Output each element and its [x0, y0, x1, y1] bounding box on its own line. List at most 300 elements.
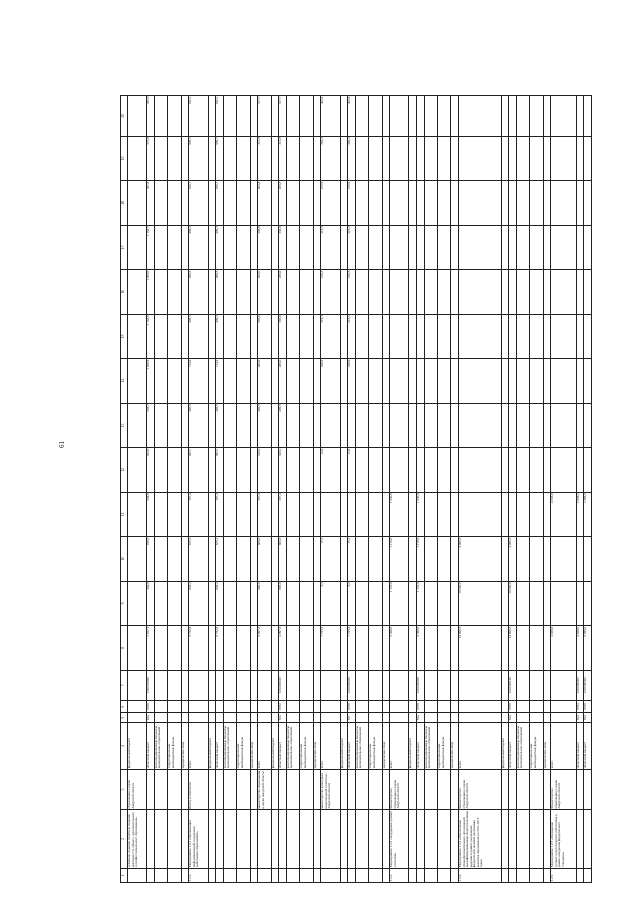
table-cell — [390, 670, 409, 700]
table-cell — [313, 537, 321, 582]
table-row — [321, 96, 340, 883]
table-cell: областной бюджет — [417, 723, 425, 770]
table-cell: 499,3 — [216, 314, 224, 359]
table-cell: 238,5 — [147, 537, 155, 582]
table-cell — [300, 448, 313, 493]
table-cell — [543, 700, 551, 712]
table-cell — [223, 225, 236, 270]
table-cell — [300, 537, 313, 582]
table-cell: 320,0 — [258, 448, 271, 493]
table-cell — [258, 700, 271, 712]
table-cell — [409, 868, 417, 882]
table-cell — [438, 769, 451, 809]
table-cell — [501, 769, 509, 809]
table-cell — [551, 448, 576, 493]
table-cell: 1 170,0 — [417, 581, 425, 626]
table-cell — [168, 314, 181, 359]
table-cell — [438, 868, 451, 882]
table-cell — [424, 136, 437, 181]
table-cell: 282,2 — [321, 136, 340, 181]
table-cell: Мероприятие 1.2.5 «Поощрение лучших педагогических работников в рамках внедрения федерального стандарта» — [551, 810, 576, 869]
table-cell — [382, 181, 390, 226]
table-cell — [543, 181, 551, 226]
table-cell: 814 — [147, 713, 155, 723]
header-cell: 17 — [121, 225, 128, 270]
table-cell — [424, 359, 437, 404]
table-cell — [237, 492, 250, 537]
table-cell: 283,0 — [279, 314, 287, 359]
table-cell — [424, 810, 437, 869]
table-cell: федеральный бюджет — [340, 723, 348, 770]
table-cell — [382, 700, 390, 712]
table-cell: всего — [321, 723, 340, 770]
table-cell: 996,1 — [216, 136, 224, 181]
table-cell — [355, 868, 368, 882]
table-cell — [451, 225, 459, 270]
table-cell — [516, 448, 529, 493]
table-cell — [168, 769, 181, 809]
table-cell — [501, 810, 509, 869]
table-cell — [584, 181, 592, 226]
table-cell — [168, 448, 181, 493]
table-cell: 1210390020 — [417, 670, 425, 700]
table-cell — [286, 403, 299, 448]
table-cell — [348, 403, 356, 448]
table-cell — [530, 700, 543, 712]
table-cell: 283,0 — [258, 314, 271, 359]
table-cell — [516, 270, 529, 315]
table-row — [584, 96, 592, 883]
table-cell — [438, 359, 451, 404]
table-cell: 1 170,0 — [390, 581, 409, 626]
table-cell — [584, 403, 592, 448]
table-cell — [286, 713, 299, 723]
table-cell — [154, 314, 167, 359]
table-cell — [313, 700, 321, 712]
table-cell — [459, 700, 502, 712]
header-cell: 6 — [121, 700, 128, 712]
table-cell: 283,0 — [279, 270, 287, 315]
table-cell: 1220310090 — [147, 670, 155, 700]
table-cell — [250, 670, 258, 700]
table-cell — [300, 181, 313, 226]
table-cell — [424, 181, 437, 226]
table-cell — [313, 670, 321, 700]
table-cell — [501, 448, 509, 493]
table-cell — [258, 670, 271, 700]
table-cell — [286, 670, 299, 700]
table-cell — [355, 181, 368, 226]
table-cell: 197,4 — [189, 492, 208, 537]
table-cell — [501, 359, 509, 404]
table-cell — [459, 403, 502, 448]
table-cell — [154, 581, 167, 626]
table-cell — [551, 581, 576, 626]
table-cell: консолидированные бюджеты муниципальных образований — [286, 723, 299, 770]
table-cell — [382, 448, 390, 493]
table-cell — [501, 181, 509, 226]
table-cell — [551, 713, 576, 723]
table-cell: 285,5 — [147, 96, 155, 137]
table-cell — [438, 670, 451, 700]
table-cell — [530, 868, 543, 882]
header-cell: 4 — [121, 723, 128, 770]
table-cell — [369, 270, 382, 315]
table-cell — [154, 700, 167, 712]
table-cell: 216,3 — [321, 270, 340, 315]
table-cell — [543, 136, 551, 181]
table-cell: 382,7 — [189, 448, 208, 493]
table-cell — [501, 868, 509, 882]
table-cell — [300, 713, 313, 723]
table-cell — [530, 225, 543, 270]
table-cell: 12,8 — [321, 448, 340, 493]
table-cell — [409, 403, 417, 448]
table-cell — [181, 713, 189, 723]
table-cell — [313, 581, 321, 626]
table-cell — [551, 403, 576, 448]
table-cell — [223, 136, 236, 181]
table-cell: 492,4 — [321, 96, 340, 137]
table-cell — [223, 448, 236, 493]
table-cell: всего — [390, 723, 409, 770]
table-cell: 180,7 — [189, 181, 208, 226]
table-cell — [543, 537, 551, 582]
table-cell: 283,0 — [279, 225, 287, 270]
table-cell — [208, 713, 216, 723]
table-cell: областной бюджет — [584, 723, 592, 770]
table-cell: 496,5 — [279, 403, 287, 448]
table-cell — [355, 270, 368, 315]
table-cell — [424, 713, 437, 723]
table-cell — [459, 96, 502, 137]
table-cell: министерство культуры и национальной политики Амурской области — [321, 769, 340, 809]
table-cell — [390, 314, 409, 359]
table-cell — [369, 225, 382, 270]
table-cell: 313,9 — [279, 136, 287, 181]
table-cell — [355, 810, 368, 869]
table-row — [438, 96, 451, 883]
table-cell: 499,3 — [189, 270, 208, 315]
table-cell — [168, 868, 181, 882]
table-cell — [223, 769, 236, 809]
table-row — [189, 96, 208, 883]
table-cell — [369, 181, 382, 226]
table-cell: 814 — [509, 713, 517, 723]
table-cell — [438, 810, 451, 869]
table-cell: 216,3 — [321, 225, 340, 270]
table-cell — [154, 181, 167, 226]
table-cell — [509, 769, 517, 809]
table-cell: 542,0 — [147, 448, 155, 493]
table-cell: Мероприятие 1.2.4 «Обеспечение общеобразовательных организаций квалифицированными педагогическими кадрами в рамках реализации федеральной целевой программы развития образования на 2011-2015 годы» — [459, 810, 502, 869]
table-cell — [321, 713, 340, 723]
table-cell — [321, 670, 340, 700]
table-cell — [501, 492, 509, 537]
table-cell — [168, 359, 181, 404]
table-cell — [340, 448, 348, 493]
table-cell — [576, 225, 584, 270]
table-cell — [551, 225, 576, 270]
table-cell — [369, 359, 382, 404]
table-cell: министерство образования и науки Амурской области — [258, 769, 271, 809]
table-cell — [390, 225, 409, 270]
table-cell — [286, 96, 299, 137]
table-cell — [128, 670, 147, 700]
table-cell — [128, 181, 147, 226]
table-cell — [154, 359, 167, 404]
table-cell — [438, 713, 451, 723]
table-cell — [154, 713, 167, 723]
table-cell: 276,9 — [321, 181, 340, 226]
table-cell — [551, 181, 576, 226]
table-cell — [286, 581, 299, 626]
table-row — [168, 96, 181, 883]
table-cell — [237, 403, 250, 448]
table-cell — [424, 448, 437, 493]
table-cell: юридические лица — [382, 723, 390, 770]
table-cell — [509, 270, 517, 315]
table-cell — [340, 581, 348, 626]
table-cell — [250, 810, 258, 869]
table-cell — [286, 537, 299, 582]
table-cell — [300, 359, 313, 404]
table-cell — [509, 448, 517, 493]
table-cell: 499,3 — [189, 225, 208, 270]
table-cell — [551, 136, 576, 181]
table-cell — [237, 270, 250, 315]
table-cell: 14 896,3 — [459, 626, 502, 671]
table-cell — [530, 537, 543, 582]
table-cell — [459, 670, 502, 700]
table-cell: 1210390462 — [576, 670, 584, 700]
table-cell: областной бюджет — [147, 723, 155, 770]
table-cell — [576, 448, 584, 493]
table-cell — [286, 181, 299, 226]
table-cell — [409, 96, 417, 137]
table-cell — [551, 359, 576, 404]
table-cell — [128, 225, 147, 270]
table-cell — [128, 314, 147, 359]
table-cell: 0702 — [576, 700, 584, 712]
table-cell — [382, 314, 390, 359]
table-cell — [424, 581, 437, 626]
header-cell: 15 — [121, 314, 128, 359]
table-cell: 4 896,3 — [509, 537, 517, 582]
table-cell: Мероприятие 1.2.2 «Организация информационной поддержки работников образования» — [189, 810, 208, 869]
table-cell — [576, 769, 584, 809]
table-row — [237, 96, 250, 883]
table-cell: 800,0 — [279, 537, 287, 582]
table-cell — [216, 700, 224, 712]
table-cell: 6 752,8 — [216, 626, 224, 671]
table-cell — [417, 868, 425, 882]
table-cell — [237, 810, 250, 869]
table-cell — [509, 136, 517, 181]
table-cell — [409, 136, 417, 181]
table-cell — [258, 810, 271, 869]
table-cell — [300, 581, 313, 626]
table-cell — [237, 670, 250, 700]
table-cell — [390, 136, 409, 181]
table-cell: юридические лица — [451, 723, 459, 770]
table-cell — [530, 810, 543, 869]
table-cell — [168, 581, 181, 626]
table-cell — [340, 537, 348, 582]
table-cell: 0709 — [509, 700, 517, 712]
table-cell: 15,1 — [348, 537, 356, 582]
table-cell: территориальные внебюджетные фонды — [168, 723, 181, 770]
table-cell — [584, 769, 592, 809]
table-cell: областной бюджет — [279, 723, 287, 770]
table-cell — [128, 96, 147, 137]
table-cell — [543, 314, 551, 359]
table-cell — [348, 810, 356, 869]
table-row — [154, 96, 167, 883]
table-cell: 1 755,6 — [321, 626, 340, 671]
table-row — [551, 96, 576, 883]
table-cell: 283,0 — [258, 270, 271, 315]
table-cell: 216,3 — [348, 314, 356, 359]
table-cell: 197,4 — [216, 492, 224, 537]
table-cell — [237, 537, 250, 582]
table-cell — [154, 448, 167, 493]
table-cell: 814 — [279, 713, 287, 723]
table-cell — [300, 136, 313, 181]
table-cell — [409, 181, 417, 226]
table-cell — [576, 868, 584, 882]
table-cell — [250, 700, 258, 712]
table-cell — [355, 225, 368, 270]
header-cell: 19 — [121, 136, 128, 181]
table-cell — [417, 225, 425, 270]
table-cell: 4 997,3 — [279, 626, 287, 671]
table-body — [121, 96, 592, 883]
table-cell: 496,5 — [189, 403, 208, 448]
table-cell — [438, 314, 451, 359]
table-cell — [516, 225, 529, 270]
table-cell — [369, 713, 382, 723]
table-cell — [300, 700, 313, 712]
table-cell — [409, 314, 417, 359]
table-cell: Всего, в том числе: — [189, 769, 208, 809]
table-cell — [417, 181, 425, 226]
table-cell: 14 896,3 — [509, 626, 517, 671]
table-cell — [321, 700, 340, 712]
table-cell — [390, 403, 409, 448]
table-cell: 4 838,0 — [551, 626, 576, 671]
table-cell — [168, 225, 181, 270]
table-cell — [390, 270, 409, 315]
table-cell — [417, 810, 425, 869]
table-cell — [390, 96, 409, 137]
table-cell: 320,0 — [279, 448, 287, 493]
header-cell: 16 — [121, 270, 128, 315]
table-cell — [154, 136, 167, 181]
table-cell: 1.2.3. — [390, 868, 409, 882]
header-cell: 5 — [121, 713, 128, 723]
table-row — [424, 96, 437, 883]
table-cell: 228,9 — [321, 359, 340, 404]
table-cell: федеральный бюджет — [501, 723, 509, 770]
table-cell — [189, 670, 208, 700]
table-cell — [181, 700, 189, 712]
table-cell — [300, 670, 313, 700]
table-cell: 486,0 — [258, 359, 271, 404]
table-cell — [223, 670, 236, 700]
table-cell — [286, 810, 299, 869]
table-cell — [369, 581, 382, 626]
table-cell — [286, 492, 299, 537]
table-cell — [516, 96, 529, 137]
table-row — [516, 96, 529, 883]
table-cell — [208, 670, 216, 700]
table-cell: территориальные внебюджетные фонды — [530, 723, 543, 770]
table-cell — [369, 810, 382, 869]
table-cell — [300, 314, 313, 359]
table-cell: 0782 — [279, 700, 287, 712]
table-cell — [459, 314, 502, 359]
table-row — [223, 96, 236, 883]
table-cell: 276,9 — [348, 181, 356, 226]
table-cell: 180,7 — [216, 181, 224, 226]
table-cell — [409, 810, 417, 869]
table-cell — [154, 492, 167, 537]
table-cell — [154, 769, 167, 809]
table-cell: 1210390140 — [509, 670, 517, 700]
table-cell: территориальные внебюджетные фонды — [369, 723, 382, 770]
table-cell: юридические лица — [250, 723, 258, 770]
table-cell — [584, 537, 592, 582]
table-cell — [543, 403, 551, 448]
table-cell — [424, 537, 437, 582]
table-cell — [154, 626, 167, 671]
header-cell: 12 — [121, 448, 128, 493]
table-cell — [321, 492, 340, 537]
table-cell: 499,3 — [216, 225, 224, 270]
table-cell — [438, 181, 451, 226]
table-cell — [451, 448, 459, 493]
table-cell — [348, 492, 356, 537]
table-cell: 3 390,0 — [390, 626, 409, 671]
table-cell — [181, 670, 189, 700]
table-cell: всего — [189, 723, 208, 770]
table-row — [459, 96, 502, 883]
table-cell — [530, 713, 543, 723]
table-cell — [340, 810, 348, 869]
table-cell: 528,7 — [147, 403, 155, 448]
table-cell — [147, 769, 155, 809]
table-cell — [390, 713, 409, 723]
table-cell: 810,1 — [189, 96, 208, 137]
table-cell: 382,7 — [216, 448, 224, 493]
table-cell — [584, 868, 592, 882]
table-cell — [355, 314, 368, 359]
table-cell — [409, 359, 417, 404]
table-cell — [438, 136, 451, 181]
table-cell — [355, 96, 368, 137]
table-cell: 996,1 — [189, 136, 208, 181]
table-cell — [216, 670, 224, 700]
table-cell — [576, 270, 584, 315]
table-cell — [530, 270, 543, 315]
table-cell — [128, 581, 147, 626]
table-cell — [516, 136, 529, 181]
table-cell: 2 588,0 — [584, 492, 592, 537]
table-cell — [530, 359, 543, 404]
table-cell — [451, 713, 459, 723]
table-cell — [438, 96, 451, 137]
